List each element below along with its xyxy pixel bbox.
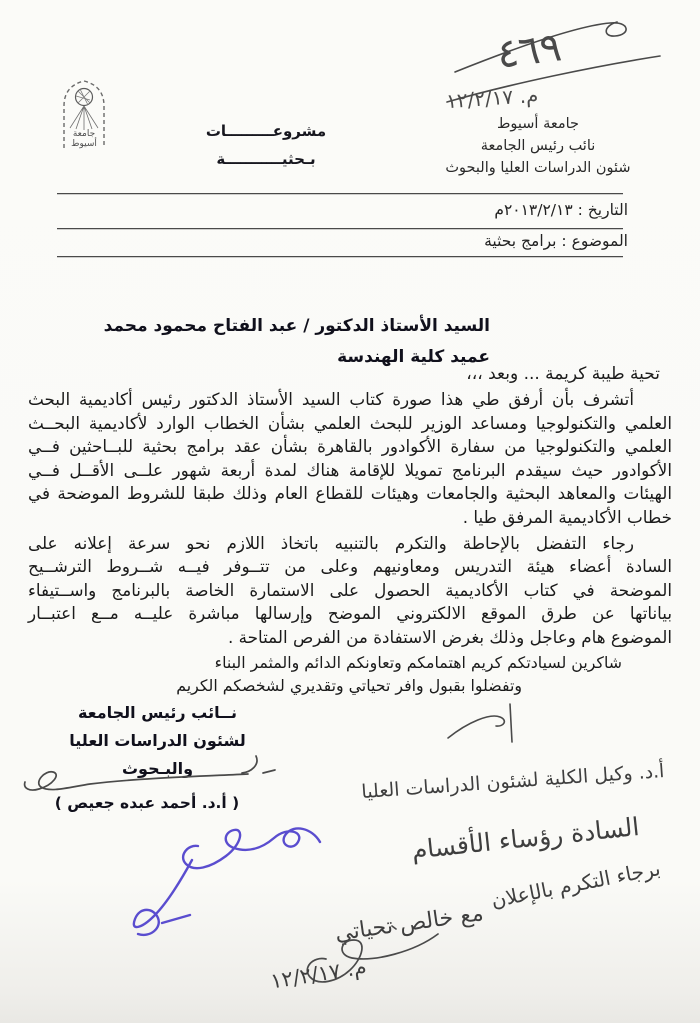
addressee-title: عميد كلية الهندسة [337,347,490,367]
signoff-title1: نــائب رئيس الجامعة [77,703,238,722]
signoff-title2: لشئون الدراسات العليا والبـحوث [69,731,246,778]
rule-top [57,193,623,194]
para2-line: بياناتها عن طرق الموقع الالكتروني الموضح وإرسالها مباشرة عليــه مــع اعتبــار [28,603,672,624]
para1-line: العلمي والتكنولوجيا ومساعد الوزير للبحث العلمي بشأن الخطاب الوارد لأكاديمية البحــث [28,412,672,433]
para2-line: الموضوع هام وعاجل وذلك بغرض الاستفادة من الفرص المتاحة . [227,626,672,647]
svg-text:جامعة: جامعة [72,129,96,139]
para2-line: رجاء التفضل بالإحاطة والتكرم بالتنبيه باتخاذ اللازم نحو سرعة إعلانه على [28,532,634,553]
para1-line: الأكوادور حيث سيقدم البرنامج تمويلا للإقامة هناك لمدة أربعة شهور علــى الأقــل فــي [28,459,672,480]
doc-type-line2: بـحثيـــــــــــة [216,150,316,168]
rule-middle [57,228,623,229]
para1-line: أتشرف بأن أرفق طي هذا صورة كتاب السيد الأستاذ الدكتور رئيس أكاديمية البحث [28,389,634,409]
blue-signature-scribble [122,816,337,961]
letterhead-department: شئون الدراسات العليا والبحوث [445,160,631,176]
registry-number: ٤٦٩ [494,24,565,78]
blue-signature [122,816,337,961]
doc-type-line1: مشروعـــــــــات [205,122,327,140]
doc-type-block [180,117,352,173]
date-line: التاريخ : ٢٠١٣/٢/١٣م [494,201,628,219]
svg-text:أسيوط: أسيوط [71,139,97,149]
addressee-name: السيد الأستاذ الدكتور / عبد الفتاح محمود محمد [103,316,490,336]
addressee-block [104,311,490,373]
para1-line: خطاب الأكاديمية المرفق طيا . [462,506,672,527]
university-logo [58,76,110,156]
rule-bottom [57,256,623,257]
handwritten-note-department-heads: السادة رؤساء الأقسام [410,812,642,865]
greeting-line: تحية طيبة كريمة ... وبعد ،،، [466,364,660,384]
para1-line: العلمي والتكنولوجيا من سفارة الأكوادور بالقاهرة بشأن عقد برامج بحثية للبــاحثين فــي [28,436,672,457]
handwritten-note-regards: مع خالص تحياتي [333,901,486,947]
closing-line2: وتفضلوا بقبول وافر تحياتي وتقديري لشخصكم الكريم [176,676,522,695]
para2-line: السادة أعضاء هيئة التدريس ومعاونيهم وعلى من تتــوفر فيــه شــروط الترشــيح [28,556,672,577]
vice-president-signature [18,742,278,800]
handwritten-note-announce: برجاء التكرم بالإعلان [489,856,663,913]
para1-line: الهيئات والمعاهد البحثية والجامعات وهيئات للقطاع العام وذلك طبقا للشروط الموضحة في [28,483,672,504]
pen-mark-scribble [436,696,531,750]
closing-line1: شاكرين لسيادتكم كريم اهتمامكم وتعاونكم الدائم والمثمر البناء [214,653,622,672]
registry-date: م. ١٢/٢/١٧ [445,82,540,114]
subject-line: الموضوع : برامج بحثية [484,232,628,250]
signoff-name: ( أ.د. أحمد عبده جعيص ) [54,794,240,812]
handwritten-note-vice-dean: أ.د. وكيل الكلية لشئون الدراسات العليا [361,760,666,804]
letterhead-university: جامعة أسيوط [497,116,579,132]
letterhead-block [438,113,638,179]
university-logo-emblem [58,76,110,156]
letter-body [28,388,672,650]
handwritten-date: م. ١٢/٢/١٧ [268,954,369,994]
pen-mark [436,696,531,750]
letterhead-office: نائب رئيس الجامعة [480,138,596,154]
para2-line: الموضحة في كتاب الأكاديمية الحصول على الاستمارة الخاصة بالبرنامج واســتيفاء [28,579,672,600]
signature-scribble [18,742,278,800]
